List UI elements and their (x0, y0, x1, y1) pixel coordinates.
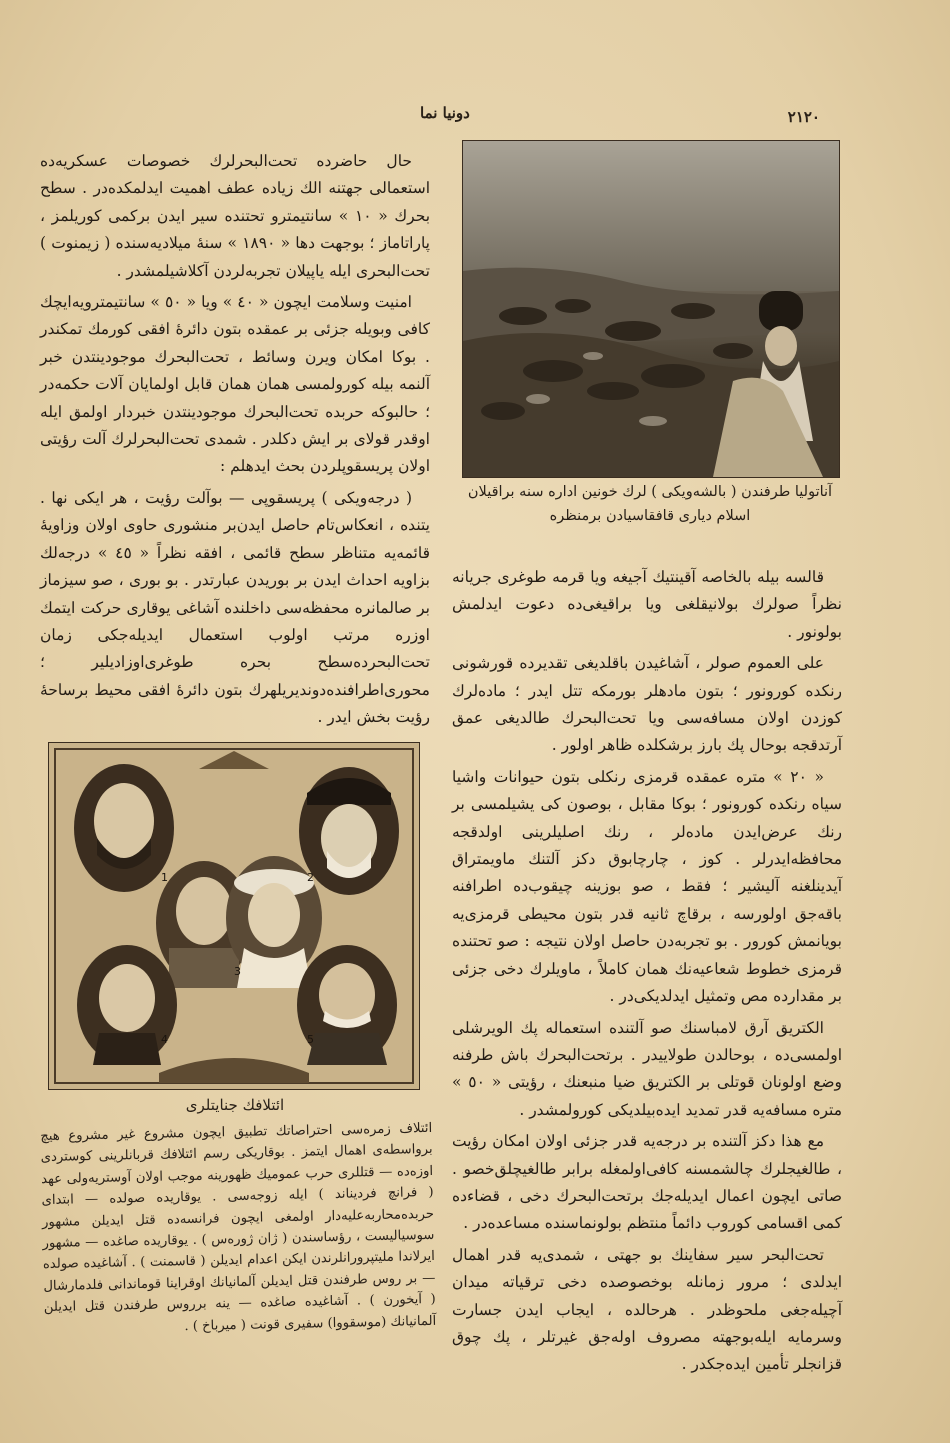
portrait-top-left (74, 764, 174, 892)
paragraph: ( درجه‌ويكی ) پريسقوپی — بوآلت رؤيت ، هر ايكی نها . يتنده ، انعكاس‌تام حاصل ايدن‌بر منشوری حاوی اولان وزاويهٔ قائمه‌يه متناظر سطح قائمی ، افقه نظراً « ٤٥ » درجه‌لك بزاويه احداث ايدن بر بوريدن عبارتدر . بو بوری ، صو سيزماز بر صالمانره محفظه‌سی داخلنده آشاغی يوقاری حركت ايتمك اوزره مرتب اولوب استعمال ايديله‌جكی زمان تحت‌البحرده‌سطح بحره طوغری‌اوزاديلير ؛ محوری‌اطرافنده‌دونديريلهرك بتون دائرهٔ افقی محيط برساحهٔ رؤيت بخش ايدر . (40, 488, 430, 727)
paragraph: مع هذا دكز آلتنده بر درجه‌يه قدر جزئی اولان امكان رؤيت ، طالغيجلرك چالشمسنه كافی‌اولمغله برابر طالغيچلق‌خصو . صاتی ايچون اعمال ايديله‌جك برتحت‌البحرك دخی ، قضاءده كمی اقسامی كوروب دائماً منتظم بولونماسنده مساعده‌در . (452, 1132, 842, 1233)
portrait-bottom-right (297, 945, 397, 1065)
landscape-illustration (463, 141, 839, 477)
paragraph: حال حاضرده تحت‌البحرلرك خصوصات عسكريه‌ده استعمالی جهتنه الك زياده عطف اهميت ايدلمكده‌در . سطح بحرك « ١٠ » سانتيمترو تحتنده سير ايدن بركمى كوريلمز ، پاراتاماز ؛ بوجهت دها « ١٨٩٠ » سنهٔ ميلاديه‌سنده ( زيمنوت ) تحت‌البحرى ايله ياپيلان تجربه‌لردن آكلاشيلمشدر . (40, 152, 431, 280)
page-number: ٢١٢٠ (787, 108, 820, 126)
page-header (420, 100, 840, 130)
portrait-number: 4 (161, 1033, 168, 1046)
portrait-number: 2 (307, 871, 314, 884)
landscape-caption (455, 480, 845, 528)
landscape-photo (462, 140, 840, 478)
right-column-text (452, 564, 842, 1383)
portraits-caption-body: ائتلاف زمره‌سی احتراصاتك تطبيق ايچون مشروع غير مشروع هيچ برواسطه‌ی اهمال ايتمز . بوقاريكی رسم ائتلافك قربانلرينی كوستردی اوزه‌ده — قتللرى حرب عموميك ظهورينه موجب اولان آوستريه‌ولی عهد ( فرانچ فردیناند ) ايله زوجه‌سی . يوقاريده صولده — ابتدای حربده‌محاربه‌عليه‌دار اولمغی ايچون فرانسه‌ده قتل ايديلن مشهور سوسياليست ، رؤساسندن ( ژان ژوره‌س ) . يوقاريده صاغده — مشهور ايرلاندا مليتپرورانلرندن ايكن اعدام ايديلن ( قاسمنت ) . آشاغيده صولده — بر روس طرفندن قتل ايديلن آلمانيانك اوقراينا قوماندانی فلدمارشال ( آيخورن ) . آشاغيده صاغده — ينه برروس طرفندن قتل ايديلن آلمانيانك (موسقووا) سفيری قونت ( ميرباخ ) . (40, 1120, 437, 1334)
paragraph: الكتريق آرق لامباسنك صو آلتنده استعماله پك الويرشلی اولمسی‌ده ، بوحالدن طولاييدر . برتحت‌البحرك باش طرفنه وضع اولونان قوتلی بر الكتريق ضيا منبعنك ، رؤيتی « ٥٠ » متره مسافه‌يه قدر تمديد ايده‌بيلديكی كورولمشدر . (452, 1018, 842, 1119)
portrait-number: 3 (234, 965, 241, 978)
portraits-photo (48, 742, 420, 1090)
portrait-top-right (299, 767, 399, 895)
paragraph: قالسه بيله بالخاصه آقينتيك آجيغه ويا قرمه طوغری جريانه نظراً صولرك بولانيقلغی ويا براقيغی‌ده دعوت ايدلمش بولونور . (452, 568, 842, 641)
paragraph: علی العموم صولر ، آشاغيدن باقلديغی تقديرده قورشونی رنكده كورونور ؛ بتون مادهلر بورمكه تتل ايدر ؛ ماده‌لرك كوزدن اولان مسافه‌سی ويا تحت‌البحرك طالديغی عمق آرتدقجه بوحال پك بارز برشكلده ظاهر اولور . (452, 654, 842, 755)
caption-line: آناتوليا طرفندن ( بالشه‌ويكی ) لرك خونين اداره سنه براقيلان (467, 484, 833, 500)
portraits-caption-title: ائتلافك جنايتلرى (185, 1096, 285, 1114)
paragraph: امنيت وسلامت ايچون « ٤٠ » ويا « ٥٠ » سانتيمترويه‌ايچك كافی وبويله جزئی بر عمقده بتون دائرهٔ افقی كورمك تمكندر . بوكا امكان ويرن وسائط ، تحت‌البحرك موجودينتدن خبر آلنمه بيله كورولمسی همان همان قابل اولمايان آلات حكمه‌در ؛ حالبوكه حربده تحت‌البحرك موجودينتدن خبردار اولمق ايله اوقدر قولای بر ايش دكلدر . شمدی تحت‌البحرلرك آلت رؤيتی اولان پريسقوپلردن بحث ايدهلم : (40, 293, 430, 476)
left-column-text (40, 148, 430, 736)
portrait-number: 1 (161, 871, 168, 884)
portrait-bottom-left (77, 945, 177, 1065)
caption-line: اسلام ديارى قافقاسيادن برمنظره (549, 508, 751, 524)
journal-name: دونیا نما (420, 104, 470, 122)
portrait-number: 5 (307, 1033, 314, 1046)
paragraph: تحت‌البحر سير سفاينك بو جهتی ، شمدی‌يه قدر اهمال ايدلدی ؛ مرور زمانله بوخصوصده دخی ترقياته ميدان آچيله‌جغی ملحوظدر . هرحالده ، ايجاب ايدن جسارت وسرمايه ايله‌بوجهته مصروف اوله‌جق غيرتلر ، پك چوق قزانجلر تأمين ايده‌جكدر . (452, 1245, 842, 1374)
paragraph: « ٢٠ » متره عمقده قرمزی رنكلی بتون حيوانات واشيا سياه رنكده كورونور ؛ بوكا مقابل ، بوصون كی يشيلمسی بر رنك عرض‌ايدن ماده‌لر ، رنك اصليلرينی اولدقجه محافظه‌ايدرلر . كوز ، چارچابوق دكز آلتنك ماويمتراق آيدينلغنه آليشير ؛ فقط ، صو بوزينه چيقوب‌ده اطرافنه باقه‌جق اولورسه ، برقاچ ثانيه قدر بتون محيطی قرمزی‌يه بويانمش كورور . بو تجربه‌دن حاصل اولان نتيجه : صو تحتنده قرمزی خطوط شعاعيه‌نك همان كاملاً ، ماويلرك دخی جزئی بر مقدارده مص وتمثيل ايدلديكی‌در . (452, 767, 842, 1006)
portraits-illustration (49, 743, 419, 1089)
